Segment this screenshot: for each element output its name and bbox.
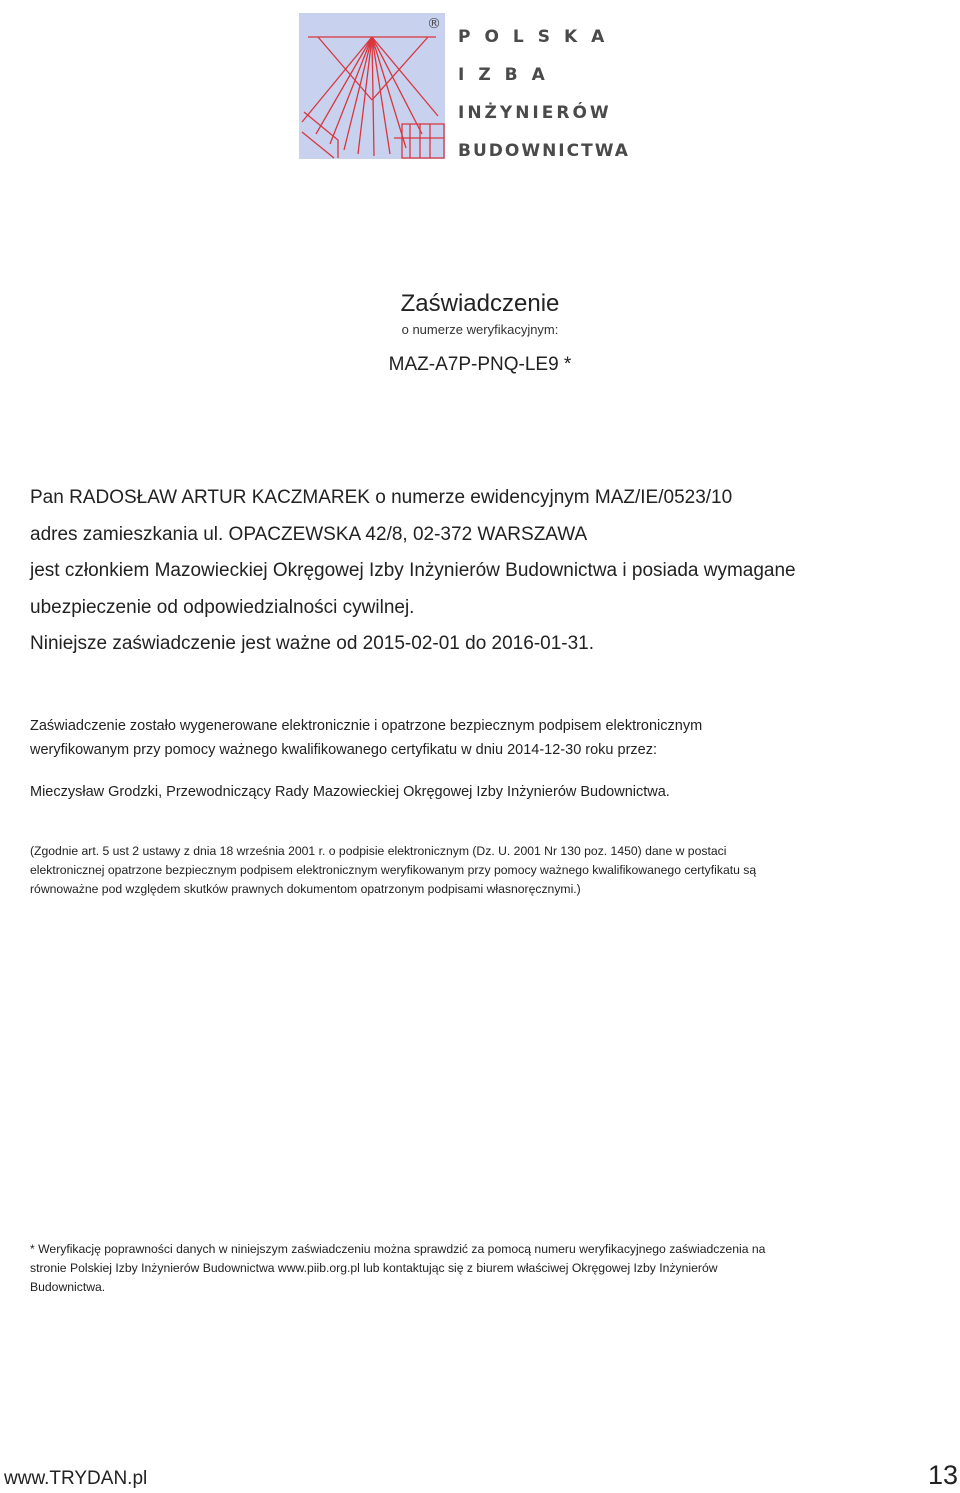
footnote-line: Budownictwa.	[30, 1280, 106, 1294]
verification-footnote	[30, 1240, 910, 1297]
address-line: adres zamieszkania ul. OPACZEWSKA 42/8, 02-372 WARSZAWA	[30, 523, 588, 545]
certificate-body	[30, 480, 910, 663]
logo-line-budownictwa: BUDOWNICTWA	[458, 141, 630, 161]
legal-line: elektronicznej opatrzone bezpiecznym podpisem elektronicznym weryfikowanym przy pomocy ważnego kwalifikowanego certyfikatu są	[30, 863, 757, 877]
footnote-line: stronie Polskiej Izby Inżynierów Budownictwa www.piib.org.pl lub kontaktując się z biurem właściwej Okręgowej Izby Inżynierów	[30, 1261, 718, 1275]
legal-note	[30, 842, 910, 899]
piib-logo	[298, 8, 630, 161]
footnote-line: * Weryfikację poprawności danych w niniejszym zaświadczeniu można sprawdzić za pomocą numeru weryfikacyjnego zaświadczenia na	[30, 1242, 766, 1256]
member-line: Pan RADOSŁAW ARTUR KACZMAREK o numerze ewidencyjnym MAZ/IE/0523/10	[30, 487, 733, 508]
signer-line: Mieczysław Grodzki, Przewodniczący Rady Mazowieckiej Okręgowej Izby Inżynierów Budownictwa.	[30, 784, 670, 800]
generation-line: weryfikowanym przy pomocy ważnego kwalifikowanego certyfikatu w dniu 2014-12-30 roku przez:	[30, 742, 658, 758]
logo-line-izba: IZBA	[458, 65, 559, 85]
generation-line: Zaświadczenie zostało wygenerowane elektronicznie i opatrzone bezpiecznym podpisem elektronicznym	[30, 718, 703, 734]
registered-mark: ®	[427, 16, 441, 32]
logo-line-inzynierow: INŻYNIERÓW	[458, 103, 612, 123]
document-title: Zaświadczenie	[400, 290, 560, 317]
verification-number: MAZ-A7P-PNQ-LE9 *	[388, 354, 572, 375]
legal-line: (Zgodnie art. 5 ust 2 ustawy z dnia 18 września 2001 r. o podpisie elektronicznym (Dz. U. 2001 Nr 130 poz. 1450) dane w postaci	[30, 844, 727, 858]
logo-wordmark	[458, 18, 630, 170]
legal-line: równoważne pod względem skutków prawnych dokumentom opatrzonym podpisami własnoręcznymi.)	[30, 882, 581, 896]
validity-line: Niniejsze zaświadczenie jest ważne od 2015-02-01 do 2016-01-31.	[30, 633, 595, 654]
document-subtitle: o numerze weryfikacyjnym:	[401, 322, 559, 337]
insurance-line: ubezpieczenie od odpowiedzialności cywilnej.	[30, 596, 415, 618]
piib-logo-graphic	[298, 12, 446, 162]
logo-line-polska: POLSKA	[458, 27, 619, 47]
membership-line: jest członkiem Mazowieckiej Okręgowej Izby Inżynierów Budownictwa i posiada wymagane	[30, 560, 796, 581]
generation-statement	[30, 714, 910, 762]
footer-site-link[interactable]: www.TRYDAN.pl	[4, 1468, 148, 1489]
page-number: 13	[927, 1460, 958, 1490]
